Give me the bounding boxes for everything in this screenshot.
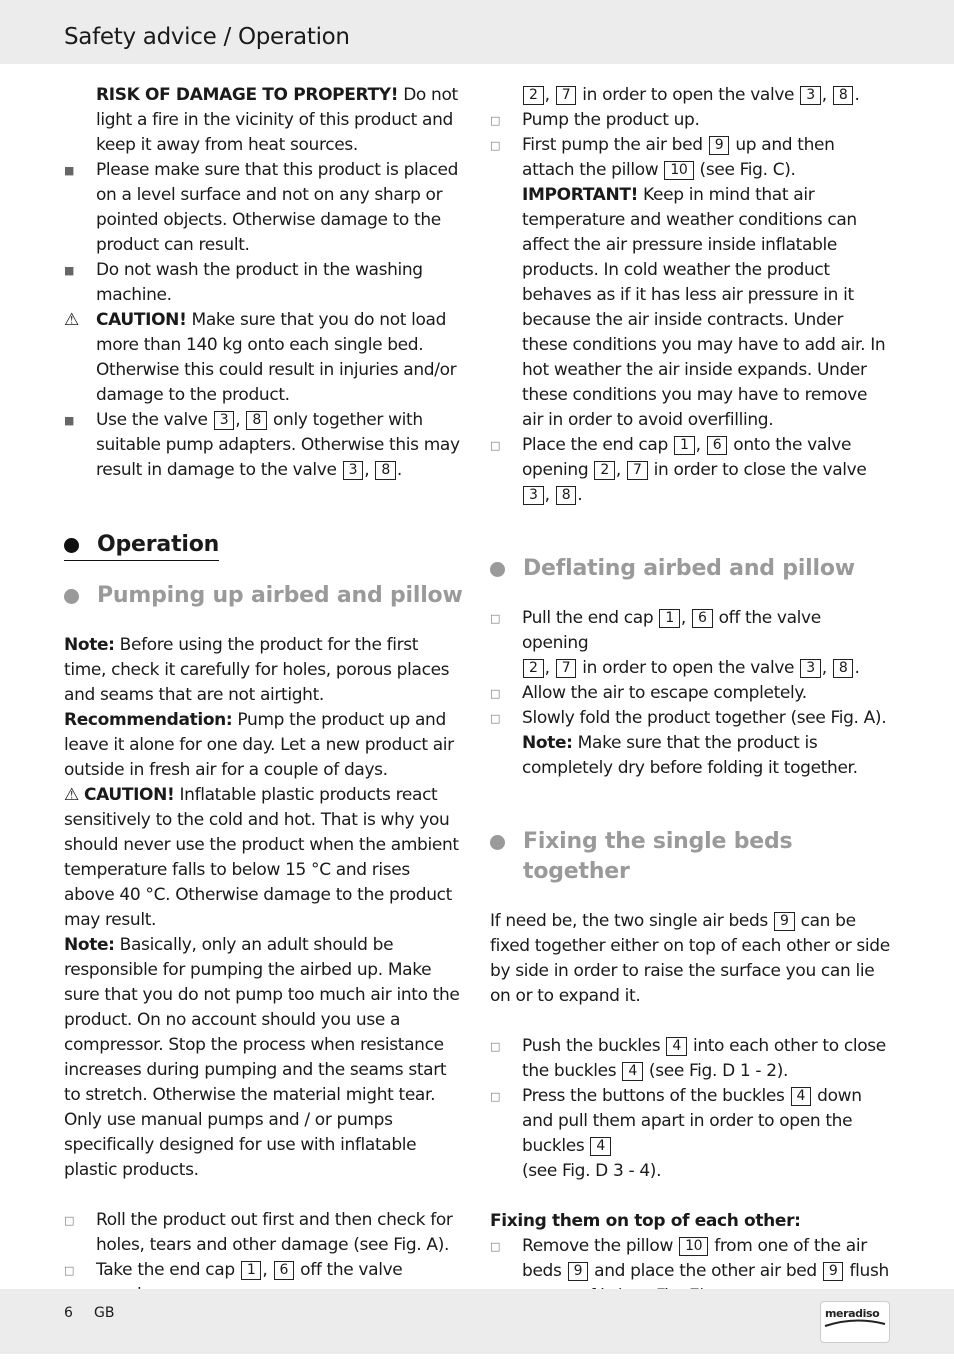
list-item: □ Roll the product out first and then check for holes, tears and other damage (see Fig. A). (64, 1210, 453, 1255)
checkbox-bullet-icon: □ (490, 1240, 501, 1253)
section-heading: Operation (64, 530, 219, 561)
list-item: □ Take the end cap 1 , 6 off the valve (64, 1258, 464, 1308)
list-item: ■ Use the valve 3 , 8 only together with suitable pump adapters. Otherwise this may result in damage to the valve 3 , 8 . (64, 410, 460, 480)
checkbox-bullet-icon: □ (490, 612, 501, 625)
subsection-heading: Fixing the single beds together (490, 827, 890, 887)
paragraph: If need be, the two single air beds 9 can be fixed together either on top of each other or side by side in order to raise the surface you can lie on or to expand it. (490, 911, 890, 1006)
paragraph: Note: Basically, only an adult should be responsible for pumping the airbed up. Make sure that you do not pump too much air into the product. On no account should you use a compressor. Stop the process when resistance increases during pumping and the seams start to stretch. Otherwise the material might tear. Only use manual pumps and / or pumps specifically designed for use with inflatable plastic products. (64, 935, 460, 1180)
list-item: □ Press the buttons of the buckles 4 down and pull them apart in order to open the buckles 4 (see Fig. D 3 - 4). (490, 1086, 862, 1181)
checkbox-bullet-icon: □ (490, 139, 501, 152)
warning-triangle-icon: ⚠ (64, 310, 79, 330)
paragraph: Recommendation: Pump the product up and leave it alone for one day. Let a new product air outside in fresh air for a couple of days. (64, 710, 454, 780)
checkbox-bullet-icon: □ (64, 1214, 75, 1227)
page-footer (0, 1289, 954, 1354)
list-item: ■ Please make sure that this product is placed on a level surface and not on any sharp or pointed objects. Otherwise damage to the product can result. (64, 160, 459, 255)
paragraph: ⚠ CAUTION! Inflatable plastic products react sensitively to the cold and hot. That is why you should never use the product when the ambient temperature falls to below 15 °C and rises above 40 °C. Otherwise damage to the product may result. (64, 785, 459, 930)
bullet-dot-icon (490, 562, 505, 577)
square-bullet-icon: ■ (64, 264, 75, 277)
list-item: RISK OF DAMAGE TO PROPERTY! Do not light a fire in the vicinity of this product and keep it away from heat sources. (96, 85, 458, 155)
right-column (490, 83, 890, 1359)
left-column (64, 83, 464, 1308)
checkbox-bullet-icon: □ (490, 1040, 501, 1053)
page-header (0, 0, 954, 64)
warning-triangle-icon: ⚠ (64, 785, 79, 805)
logo-swoosh-icon (821, 1302, 889, 1342)
checkbox-bullet-icon: □ (490, 687, 501, 700)
list-item: □ Pump the product up. (490, 108, 890, 133)
checkbox-bullet-icon: □ (490, 114, 501, 127)
list-item: □ Slowly fold the product together (see Fig. A). Note: Make sure that the product is completely dry before folding it together. (490, 708, 887, 778)
language-code: GB (94, 1305, 115, 1321)
list-item: □ Remove the pillow 10 from one of the air beds 9 and place the other air bed 9 flush (490, 1236, 889, 1281)
checkbox-bullet-icon: □ (64, 1264, 75, 1277)
list-item: ⚠ CAUTION! Make sure that you do not load more than 140 kg onto each single bed. Otherwise this could result in injuries and/or damage to the product. (64, 310, 457, 405)
list-item: □ Allow the air to escape completely. (490, 681, 890, 706)
list-item: □ Push the buckles 4 into each other to close the buckles 4 (see Fig. D 1 - 2). (490, 1036, 886, 1081)
bullet-dot-icon (490, 835, 505, 850)
brand-logo: meradiso (820, 1301, 890, 1343)
subsection-heading: Pumping up airbed and pillow (64, 581, 464, 611)
list-item: ■ Do not wash the product in the washing machine. (64, 260, 423, 305)
list-item: □ Place the end cap 1 , 6 onto the valve opening 2 , 7 in order to close the valve 3 , 8 . (490, 435, 867, 505)
bullet-dot-icon (64, 589, 79, 604)
warning-label: RISK OF DAMAGE TO PROPERTY! (96, 85, 399, 105)
bullet-dot-icon (64, 538, 79, 553)
paragraph: Note: Before using the product for the first time, check it carefully for holes, porous places and seams that are not airtight. (64, 635, 450, 705)
checkbox-bullet-icon: □ (490, 1090, 501, 1103)
paragraph-heading: Fixing them on top of each other: (490, 1211, 801, 1231)
list-item: □ First pump the air bed 9 up and then attach the pillow 10 (see Fig. C). IMPORTANT! Keep in mind that air temperature and weather conditions can affect the air pressure inside inflatable products. In cold weather the product behaves as if it has less air pressure in it because the air inside contracts. Under these conditions you may have to add air. In hot weather the air inside expands. Under these conditions you may have to remove air in order to avoid overfilling. (490, 135, 886, 430)
subsection-heading: Deflating airbed and pillow (490, 554, 890, 584)
list-item: □ Pull the end cap 1 , 6 off the valve opening 2 , 7 in order to open the valve 3 , 8 . (490, 608, 860, 678)
square-bullet-icon: ■ (64, 414, 75, 427)
square-bullet-icon: ■ (64, 164, 75, 177)
page-number: 6 (64, 1305, 73, 1321)
page-title: Safety advice / Operation (64, 24, 350, 50)
checkbox-bullet-icon: □ (490, 712, 501, 725)
checkbox-bullet-icon: □ (490, 439, 501, 452)
list-item: 2 , 7 in order to open the valve 3 , 8 . (490, 83, 890, 108)
